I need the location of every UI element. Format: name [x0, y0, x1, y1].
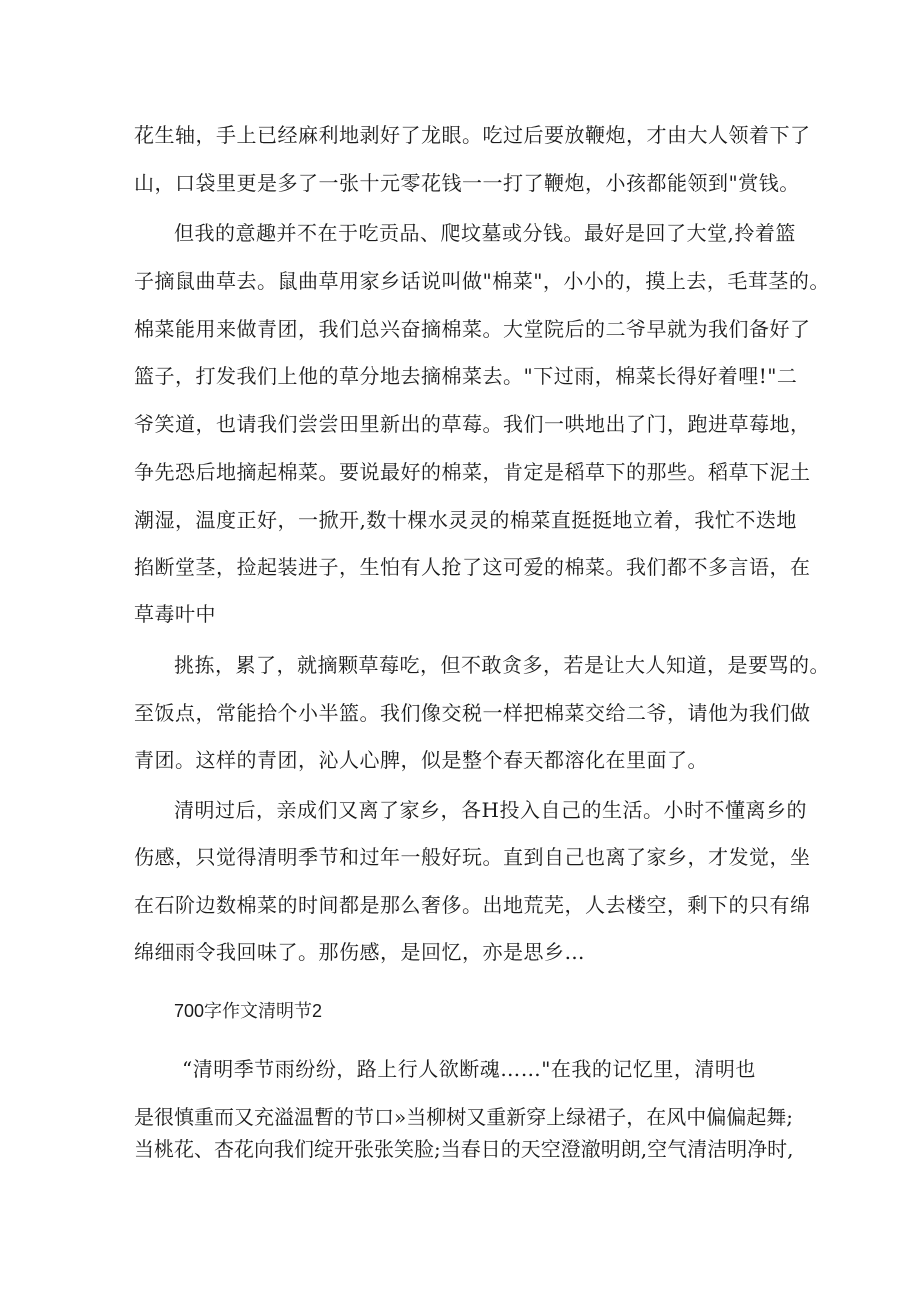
section-paragraph-line-3: 当桃花、杏花向我们绽开张张笑脸;当春日的天空澄澈明朗,空气清洁明净时,: [134, 1137, 794, 1161]
paragraph-2-line-1: 但我的意趣并不在于吃贡品、爬坟墓或分钱。最好是回了大堂,拎着篮: [174, 221, 796, 245]
paragraph-2-line-8: 掐断堂茎，捡起装进子，生怕有人抢了这可爱的棉菜。我们都不多言语，在: [134, 555, 811, 579]
paragraph-2-line-3: 棉菜能用来做青团，我们总兴奋摘棉菜。大堂院后的二爷早就为我们备好了: [134, 317, 811, 341]
paragraph-4-line-2: 伤感，只觉得清明季节和过年一般好玩。直到自己也离了家乡，才发觉，坐: [134, 845, 811, 869]
paragraph-2-line-6: 争先恐后地摘起棉菜。要说最好的棉菜，肯定是稻草下的那些。稻草下泥土: [134, 460, 811, 484]
paragraph-1-line-2: 山，口袋里更是多了一张十元零花钱一一打了鞭炮，小孩都能领到"赏钱。: [134, 171, 800, 195]
paragraph-2-line-9: 草毒叶中: [134, 602, 216, 626]
section-title: 700字作文清明节2: [174, 1001, 323, 1021]
paragraph-4-line-1: 清明过后，亲成们又离了家乡，各H投入自己的生活。小时不懂离乡的: [174, 798, 807, 822]
section-paragraph-line-1: “清明季节雨纷纷，路上行人欲断魂……"在我的记忆里，清明也: [182, 1057, 756, 1081]
paragraph-2-line-5: 爷笑道，也请我们尝尝田里新出的草莓。我们一哄地出了门，跑进草莓地，: [134, 412, 811, 436]
paragraph-2-line-4: 篮子，打发我们上他的草分地去摘棉菜去。"下过雨，棉菜长得好着哩!"二: [134, 364, 798, 388]
paragraph-3-line-3: 青团。这样的青团，沁人心脾，似是整个春天都溶化在里面了。: [134, 748, 708, 772]
paragraph-2-line-2: 子摘鼠曲草去。鼠曲草用家乡话说叫做"棉菜"，小小的，摸上去，毛茸茎的。: [134, 269, 830, 293]
paragraph-3-line-2: 至饭点，常能拾个小半篮。我们像交税一样把棉菜交给二爷，请他为我们做: [134, 701, 811, 725]
section-paragraph-line-2: 是很慎重而又充溢温暫的节口»当柳树又重新穿上绿裙子，在风中偏偏起舞;: [134, 1105, 793, 1129]
paragraph-3-line-1: 挑拣，累了，就摘颗草莓吃，但不敢贪多，若是让大人知道，是要骂的。: [174, 653, 830, 677]
paragraph-2-line-7: 潮湿，温度正好，一掀开,数十棵水灵灵的棉菜直挺挺地立着，我忙不迭地: [134, 508, 797, 532]
paragraph-1-line-1: 花生轴，手上已经麻利地剥好了龙眼。吃过后要放鞭炮，才由大人领着下了: [134, 123, 811, 147]
paragraph-4-line-4: 绵细雨令我回味了。那伤感，是回忆，亦是思乡…: [134, 940, 585, 964]
paragraph-4-line-3: 在石阶边数棉菜的时间都是那么奢侈。出地荒芜，人去楼空，剩下的只有绵: [134, 893, 811, 917]
